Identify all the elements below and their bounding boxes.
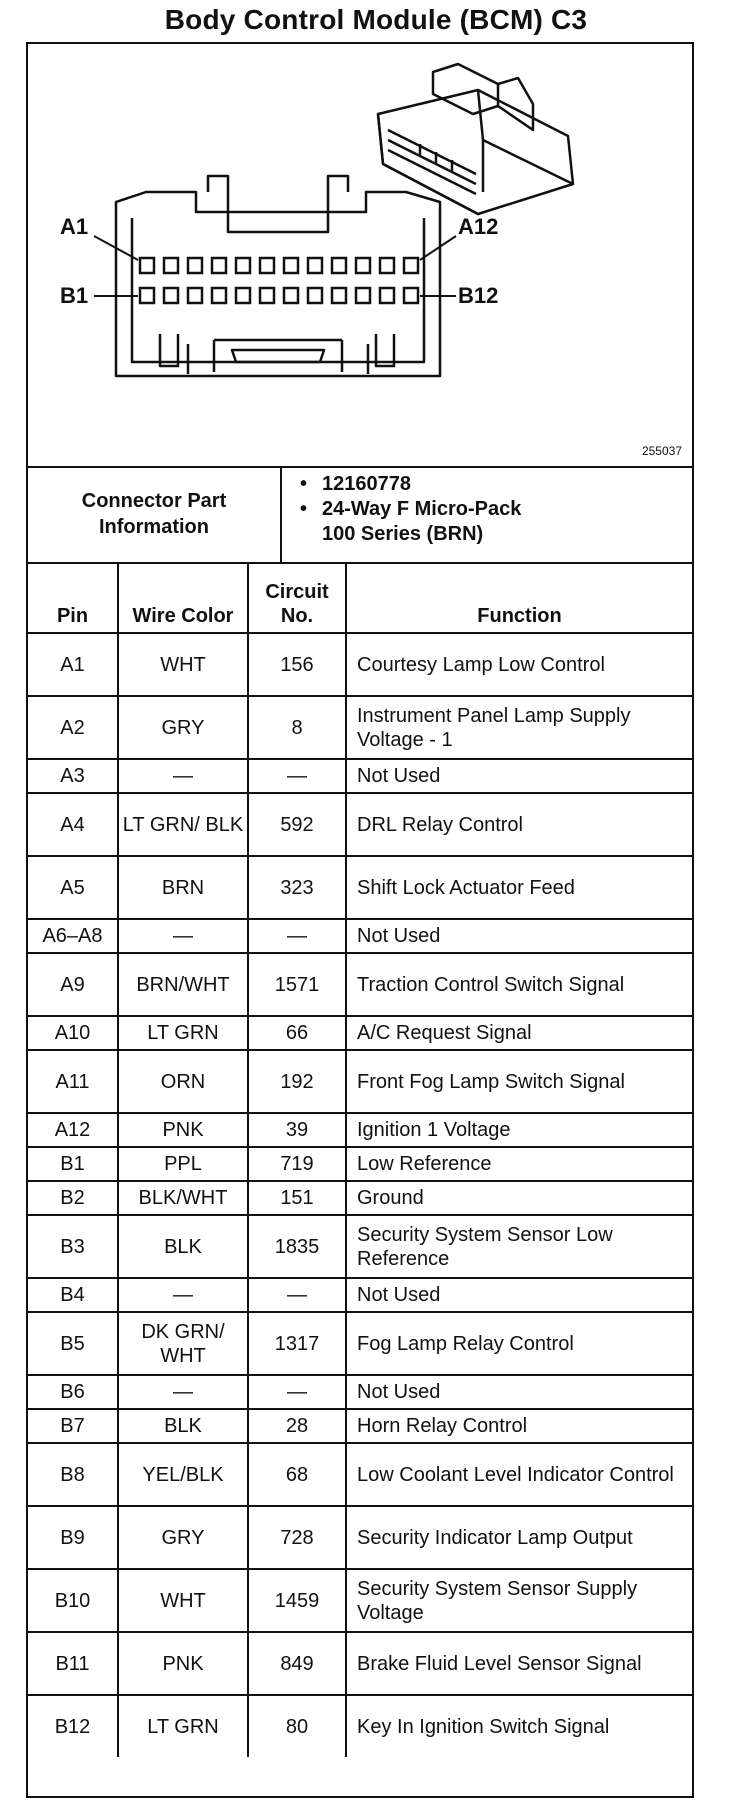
- connector-sheet: [26, 42, 694, 1798]
- table-row: [28, 1695, 692, 1757]
- cell-pin: B12: [28, 1695, 118, 1757]
- cell-pin: B11: [28, 1632, 118, 1695]
- table-header: [28, 563, 692, 633]
- connector-drawing: [28, 44, 692, 466]
- cell-circuit: 1835: [248, 1215, 346, 1278]
- cell-wire-color: —: [118, 919, 248, 953]
- table-row: [28, 1215, 692, 1278]
- table-row: [28, 919, 692, 953]
- cell-pin: B8: [28, 1443, 118, 1506]
- cell-pin: B10: [28, 1569, 118, 1632]
- cavity-row-b: [140, 288, 154, 303]
- cell-function: Traction Control Switch Signal: [346, 953, 692, 1016]
- cell-wire-color: BLK: [118, 1215, 248, 1278]
- header-wire-color: Wire Color: [118, 563, 248, 633]
- part-info-label: Connector Part Information: [28, 466, 282, 562]
- table-row: [28, 1443, 692, 1506]
- table-row: [28, 1312, 692, 1375]
- cell-circuit: 68: [248, 1443, 346, 1506]
- part-description-line2: 100 Series (BRN): [322, 523, 484, 545]
- cell-pin: A11: [28, 1050, 118, 1113]
- table-row: [28, 793, 692, 856]
- cell-pin: A2: [28, 696, 118, 759]
- cell-wire-color: LT GRN: [118, 1695, 248, 1757]
- cell-function: Not Used: [346, 759, 692, 793]
- cell-wire-color: BLK: [118, 1409, 248, 1443]
- connector-figure: [28, 44, 692, 468]
- cell-wire-color: PNK: [118, 1632, 248, 1695]
- cell-circuit: 151: [248, 1181, 346, 1215]
- cell-pin: B7: [28, 1409, 118, 1443]
- cell-function: Not Used: [346, 919, 692, 953]
- table-row: [28, 1113, 692, 1147]
- cell-circuit: 728: [248, 1506, 346, 1569]
- cell-wire-color: PPL: [118, 1147, 248, 1181]
- cell-wire-color: DK GRN/ WHT: [118, 1312, 248, 1375]
- cell-function: Low Coolant Level Indicator Control: [346, 1443, 692, 1506]
- cell-function: Low Reference: [346, 1147, 692, 1181]
- cell-pin: A9: [28, 953, 118, 1016]
- table-row: [28, 1375, 692, 1409]
- cell-wire-color: —: [118, 1278, 248, 1312]
- cell-wire-color: GRY: [118, 1506, 248, 1569]
- cell-function: Fog Lamp Relay Control: [346, 1312, 692, 1375]
- cell-function: Front Fog Lamp Switch Signal: [346, 1050, 692, 1113]
- connector-part-info: [28, 466, 692, 564]
- cell-function: Ground: [346, 1181, 692, 1215]
- cell-function: DRL Relay Control: [346, 793, 692, 856]
- cell-wire-color: GRY: [118, 696, 248, 759]
- cell-pin: A6–A8: [28, 919, 118, 953]
- part-description-line1: • 24-Way F Micro-Pack: [322, 497, 692, 522]
- cell-circuit: 39: [248, 1113, 346, 1147]
- cell-pin: B4: [28, 1278, 118, 1312]
- table-row: [28, 1409, 692, 1443]
- cell-wire-color: BRN: [118, 856, 248, 919]
- cell-circuit: 8: [248, 696, 346, 759]
- cell-pin: B9: [28, 1506, 118, 1569]
- cell-wire-color: —: [118, 759, 248, 793]
- header-pin: Pin: [28, 563, 118, 633]
- cell-circuit: 719: [248, 1147, 346, 1181]
- cell-pin: A3: [28, 759, 118, 793]
- cell-wire-color: PNK: [118, 1113, 248, 1147]
- cell-circuit: 156: [248, 633, 346, 696]
- header-circuit: Circuit No.: [248, 563, 346, 633]
- part-number: • 12160778: [322, 472, 692, 497]
- table-row: [28, 633, 692, 696]
- cell-pin: A4: [28, 793, 118, 856]
- label-b12: B12: [458, 283, 499, 308]
- part-info-values: [282, 466, 692, 562]
- label-a1: A1: [60, 214, 89, 239]
- cell-function: Security System Sensor Low Reference: [346, 1215, 692, 1278]
- cell-wire-color: BRN/WHT: [118, 953, 248, 1016]
- cell-pin: A12: [28, 1113, 118, 1147]
- table-row: [28, 1016, 692, 1050]
- cell-circuit: —: [248, 919, 346, 953]
- cell-function: Instrument Panel Lamp Supply Voltage - 1: [346, 696, 692, 759]
- cell-wire-color: WHT: [118, 1569, 248, 1632]
- cell-wire-color: YEL/BLK: [118, 1443, 248, 1506]
- cell-function: Brake Fluid Level Sensor Signal: [346, 1632, 692, 1695]
- cell-pin: B3: [28, 1215, 118, 1278]
- cell-circuit: 1459: [248, 1569, 346, 1632]
- page-title: Body Control Module (BCM) C3: [164, 4, 588, 35]
- cell-circuit: 28: [248, 1409, 346, 1443]
- cell-pin: B2: [28, 1181, 118, 1215]
- cell-function: Key In Ignition Switch Signal: [346, 1695, 692, 1757]
- cell-circuit: —: [248, 1278, 346, 1312]
- cell-function: A/C Request Signal: [346, 1016, 692, 1050]
- table-row: [28, 1278, 692, 1312]
- pinout-table: [28, 562, 692, 1757]
- table-row: [28, 696, 692, 759]
- cell-circuit: 1317: [248, 1312, 346, 1375]
- cell-pin: B5: [28, 1312, 118, 1375]
- table-row: [28, 953, 692, 1016]
- table-row: [28, 759, 692, 793]
- cell-circuit: 323: [248, 856, 346, 919]
- cavity-row-a: [140, 258, 154, 273]
- cell-wire-color: BLK/WHT: [118, 1181, 248, 1215]
- header-function: Function: [346, 563, 692, 633]
- table-row: [28, 856, 692, 919]
- cell-pin: B6: [28, 1375, 118, 1409]
- cell-circuit: 849: [248, 1632, 346, 1695]
- cell-function: Ignition 1 Voltage: [346, 1113, 692, 1147]
- figure-id: 255037: [641, 444, 682, 458]
- cell-circuit: 192: [248, 1050, 346, 1113]
- cell-circuit: 80: [248, 1695, 346, 1757]
- cell-pin: B1: [28, 1147, 118, 1181]
- table-row: [28, 1147, 692, 1181]
- cell-function: Not Used: [346, 1278, 692, 1312]
- housing-outline: [116, 192, 440, 376]
- cell-pin: A10: [28, 1016, 118, 1050]
- cell-function: Horn Relay Control: [346, 1409, 692, 1443]
- cell-circuit: —: [248, 1375, 346, 1409]
- table-row: [28, 1569, 692, 1632]
- cell-pin: A5: [28, 856, 118, 919]
- table-row: [28, 1050, 692, 1113]
- cell-circuit: 1571: [248, 953, 346, 1016]
- cell-function: Courtesy Lamp Low Control: [346, 633, 692, 696]
- cell-pin: A1: [28, 633, 118, 696]
- cell-circuit: 592: [248, 793, 346, 856]
- cell-function: Security System Sensor Supply Voltage: [346, 1569, 692, 1632]
- cell-circuit: —: [248, 759, 346, 793]
- table-row: [28, 1506, 692, 1569]
- label-b1: B1: [60, 283, 89, 308]
- cell-wire-color: LT GRN: [118, 1016, 248, 1050]
- cell-circuit: 66: [248, 1016, 346, 1050]
- table-row: [28, 1181, 692, 1215]
- cell-wire-color: WHT: [118, 633, 248, 696]
- table-row: [28, 1632, 692, 1695]
- cell-wire-color: LT GRN/ BLK: [118, 793, 248, 856]
- cell-wire-color: —: [118, 1375, 248, 1409]
- cell-function: Security Indicator Lamp Output: [346, 1506, 692, 1569]
- cell-function: Shift Lock Actuator Feed: [346, 856, 692, 919]
- cell-function: Not Used: [346, 1375, 692, 1409]
- iso-connector-body: [378, 90, 573, 214]
- label-a12: A12: [458, 214, 499, 239]
- cell-wire-color: ORN: [118, 1050, 248, 1113]
